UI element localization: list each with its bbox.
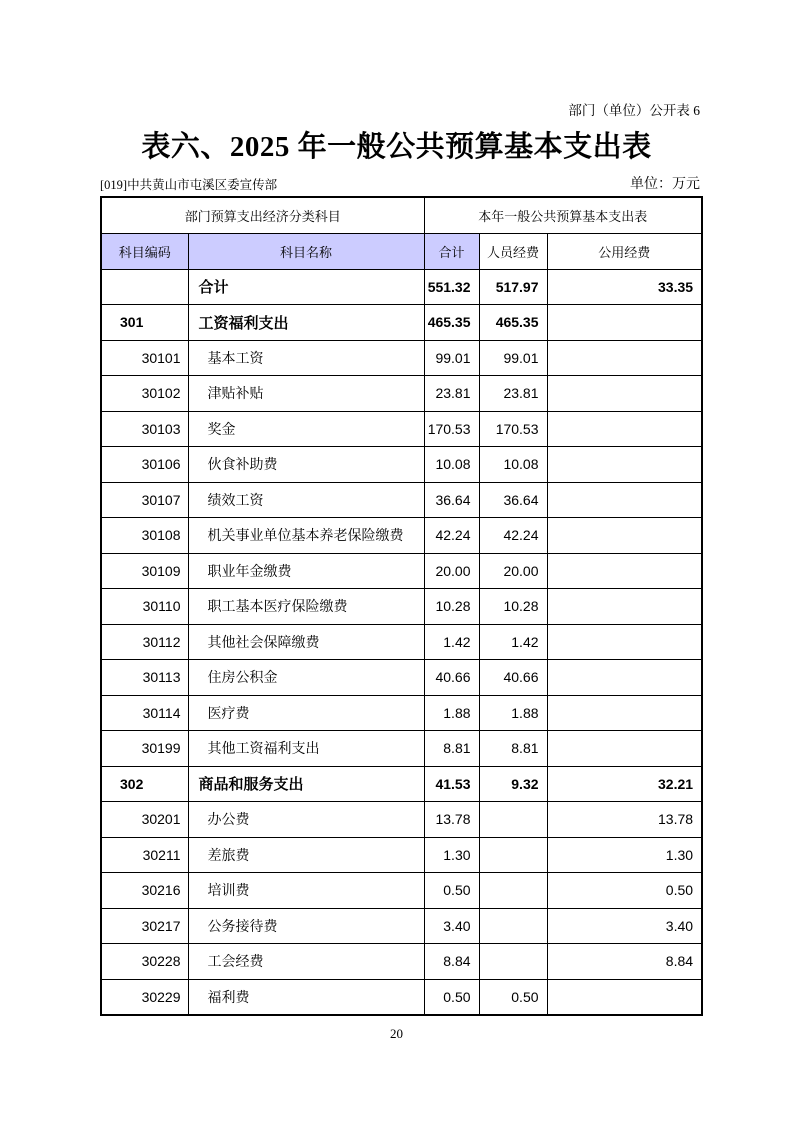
col-header-total: 合计 bbox=[424, 233, 479, 269]
cell-subject-name: 办公费 bbox=[188, 802, 424, 838]
cell-subject-code: 30114 bbox=[101, 695, 188, 731]
cell-personnel-expense: 10.28 bbox=[479, 589, 547, 625]
cell-subject-name: 合计 bbox=[188, 269, 424, 305]
cell-public-expense bbox=[547, 660, 702, 696]
cell-public-expense bbox=[547, 482, 702, 518]
cell-personnel-expense: 1.88 bbox=[479, 695, 547, 731]
cell-subject-name: 伙食补助费 bbox=[188, 447, 424, 483]
table-row bbox=[101, 802, 702, 838]
cell-subject-name: 公务接待费 bbox=[188, 908, 424, 944]
cell-total: 10.28 bbox=[424, 589, 479, 625]
cell-public-expense: 1.30 bbox=[547, 837, 702, 873]
page-number: 20 bbox=[390, 1026, 403, 1041]
cell-subject-name: 绩效工资 bbox=[188, 482, 424, 518]
cell-personnel-expense: 40.66 bbox=[479, 660, 547, 696]
cell-subject-name: 职工基本医疗保险缴费 bbox=[188, 589, 424, 625]
cell-personnel-expense bbox=[479, 908, 547, 944]
cell-total: 42.24 bbox=[424, 518, 479, 554]
table-row bbox=[101, 837, 702, 873]
cell-personnel-expense: 23.81 bbox=[479, 376, 547, 412]
table-row bbox=[101, 731, 702, 767]
cell-subject-code: 30228 bbox=[101, 944, 188, 980]
cell-public-expense: 8.84 bbox=[547, 944, 702, 980]
cell-subject-code: 30106 bbox=[101, 447, 188, 483]
cell-public-expense bbox=[547, 589, 702, 625]
cell-total: 1.88 bbox=[424, 695, 479, 731]
group-header-classification: 部门预算支出经济分类科目 bbox=[101, 197, 424, 233]
cell-public-expense: 3.40 bbox=[547, 908, 702, 944]
cell-subject-code: 302 bbox=[101, 766, 188, 802]
col-header-public-expense: 公用经费 bbox=[547, 233, 702, 269]
cell-total: 0.50 bbox=[424, 979, 479, 1015]
cell-subject-name: 奖金 bbox=[188, 411, 424, 447]
cell-public-expense bbox=[547, 411, 702, 447]
cell-total: 1.42 bbox=[424, 624, 479, 660]
cell-total: 40.66 bbox=[424, 660, 479, 696]
cell-subject-name: 基本工资 bbox=[188, 340, 424, 376]
cell-personnel-expense bbox=[479, 944, 547, 980]
cell-subject-name: 福利费 bbox=[188, 979, 424, 1015]
table-row bbox=[101, 305, 702, 341]
page-title: 表六、2025 年一般公共预算基本支出表 bbox=[141, 131, 652, 163]
cell-subject-code: 30101 bbox=[101, 340, 188, 376]
cell-subject-code: 30201 bbox=[101, 802, 188, 838]
cell-public-expense bbox=[547, 305, 702, 341]
cell-subject-code: 30211 bbox=[101, 837, 188, 873]
cell-personnel-expense: 517.97 bbox=[479, 269, 547, 305]
cell-total: 8.81 bbox=[424, 731, 479, 767]
column-header-row bbox=[101, 233, 702, 269]
cell-subject-code: 30217 bbox=[101, 908, 188, 944]
table-row bbox=[101, 376, 702, 412]
cell-public-expense bbox=[547, 376, 702, 412]
cell-personnel-expense bbox=[479, 802, 547, 838]
cell-subject-name: 工资福利支出 bbox=[188, 305, 424, 341]
table-row bbox=[101, 624, 702, 660]
cell-personnel-expense bbox=[479, 873, 547, 909]
cell-personnel-expense: 465.35 bbox=[479, 305, 547, 341]
group-header-row bbox=[101, 197, 702, 233]
cell-subject-code: 30110 bbox=[101, 589, 188, 625]
cell-subject-code: 30216 bbox=[101, 873, 188, 909]
col-header-personnel-expense: 人员经费 bbox=[479, 233, 547, 269]
cell-public-expense bbox=[547, 553, 702, 589]
col-header-subject-name: 科目名称 bbox=[188, 233, 424, 269]
table-row bbox=[101, 518, 702, 554]
cell-subject-name: 差旅费 bbox=[188, 837, 424, 873]
table-row bbox=[101, 944, 702, 980]
cell-total: 13.78 bbox=[424, 802, 479, 838]
table-row bbox=[101, 979, 702, 1015]
cell-public-expense bbox=[547, 340, 702, 376]
table-row bbox=[101, 589, 702, 625]
cell-personnel-expense bbox=[479, 837, 547, 873]
meta-row bbox=[100, 173, 700, 193]
cell-subject-name: 津贴补贴 bbox=[188, 376, 424, 412]
table-row bbox=[101, 908, 702, 944]
cell-public-expense bbox=[547, 695, 702, 731]
cell-subject-code: 30102 bbox=[101, 376, 188, 412]
cell-personnel-expense: 10.08 bbox=[479, 447, 547, 483]
cell-subject-name: 机关事业单位基本养老保险缴费 bbox=[188, 518, 424, 554]
cell-total: 1.30 bbox=[424, 837, 479, 873]
cell-subject-code: 30103 bbox=[101, 411, 188, 447]
cell-personnel-expense: 1.42 bbox=[479, 624, 547, 660]
cell-public-expense: 0.50 bbox=[547, 873, 702, 909]
cell-personnel-expense: 20.00 bbox=[479, 553, 547, 589]
cell-public-expense: 33.35 bbox=[547, 269, 702, 305]
cell-subject-code bbox=[101, 269, 188, 305]
cell-personnel-expense: 0.50 bbox=[479, 979, 547, 1015]
cell-subject-code: 30199 bbox=[101, 731, 188, 767]
cell-subject-name: 商品和服务支出 bbox=[188, 766, 424, 802]
cell-subject-name: 职业年金缴费 bbox=[188, 553, 424, 589]
cell-personnel-expense: 170.53 bbox=[479, 411, 547, 447]
unit-label: 单位：万元 bbox=[630, 177, 700, 192]
cell-total: 10.08 bbox=[424, 447, 479, 483]
cell-personnel-expense: 9.32 bbox=[479, 766, 547, 802]
budget-table bbox=[100, 196, 703, 1016]
cell-total: 170.53 bbox=[424, 411, 479, 447]
table-row bbox=[101, 766, 702, 802]
cell-total: 20.00 bbox=[424, 553, 479, 589]
cell-subject-name: 工会经费 bbox=[188, 944, 424, 980]
group-header-expenditure: 本年一般公共预算基本支出表 bbox=[424, 197, 702, 233]
cell-total: 0.50 bbox=[424, 873, 479, 909]
cell-subject-code: 30109 bbox=[101, 553, 188, 589]
cell-subject-code: 301 bbox=[101, 305, 188, 341]
cell-total: 551.32 bbox=[424, 269, 479, 305]
cell-public-expense bbox=[547, 518, 702, 554]
col-header-subject-code: 科目编码 bbox=[101, 233, 188, 269]
cell-public-expense bbox=[547, 447, 702, 483]
cell-subject-code: 30107 bbox=[101, 482, 188, 518]
table-row bbox=[101, 447, 702, 483]
cell-subject-name: 医疗费 bbox=[188, 695, 424, 731]
cell-subject-code: 30108 bbox=[101, 518, 188, 554]
cell-subject-name: 住房公积金 bbox=[188, 660, 424, 696]
cell-public-expense: 13.78 bbox=[547, 802, 702, 838]
cell-total: 3.40 bbox=[424, 908, 479, 944]
table-row bbox=[101, 340, 702, 376]
table-row bbox=[101, 482, 702, 518]
table-row bbox=[101, 695, 702, 731]
cell-personnel-expense: 99.01 bbox=[479, 340, 547, 376]
cell-public-expense: 32.21 bbox=[547, 766, 702, 802]
cell-personnel-expense: 8.81 bbox=[479, 731, 547, 767]
header-note: 部门（单位）公开表 6 bbox=[568, 103, 700, 118]
org-name: [019]中共黄山市屯溪区委宣传部 bbox=[100, 178, 278, 192]
cell-total: 99.01 bbox=[424, 340, 479, 376]
cell-public-expense bbox=[547, 979, 702, 1015]
table-row bbox=[101, 660, 702, 696]
table-row bbox=[101, 553, 702, 589]
cell-total: 465.35 bbox=[424, 305, 479, 341]
cell-subject-name: 其他社会保障缴费 bbox=[188, 624, 424, 660]
cell-subject-name: 其他工资福利支出 bbox=[188, 731, 424, 767]
cell-subject-code: 30229 bbox=[101, 979, 188, 1015]
cell-subject-name: 培训费 bbox=[188, 873, 424, 909]
budget-table-body bbox=[101, 269, 702, 1015]
table-row bbox=[101, 411, 702, 447]
cell-personnel-expense: 42.24 bbox=[479, 518, 547, 554]
cell-subject-code: 30112 bbox=[101, 624, 188, 660]
cell-personnel-expense: 36.64 bbox=[479, 482, 547, 518]
cell-subject-code: 30113 bbox=[101, 660, 188, 696]
cell-total: 36.64 bbox=[424, 482, 479, 518]
cell-public-expense bbox=[547, 624, 702, 660]
table-row bbox=[101, 873, 702, 909]
cell-public-expense bbox=[547, 731, 702, 767]
cell-total: 23.81 bbox=[424, 376, 479, 412]
table-row bbox=[101, 269, 702, 305]
cell-total: 8.84 bbox=[424, 944, 479, 980]
cell-total: 41.53 bbox=[424, 766, 479, 802]
